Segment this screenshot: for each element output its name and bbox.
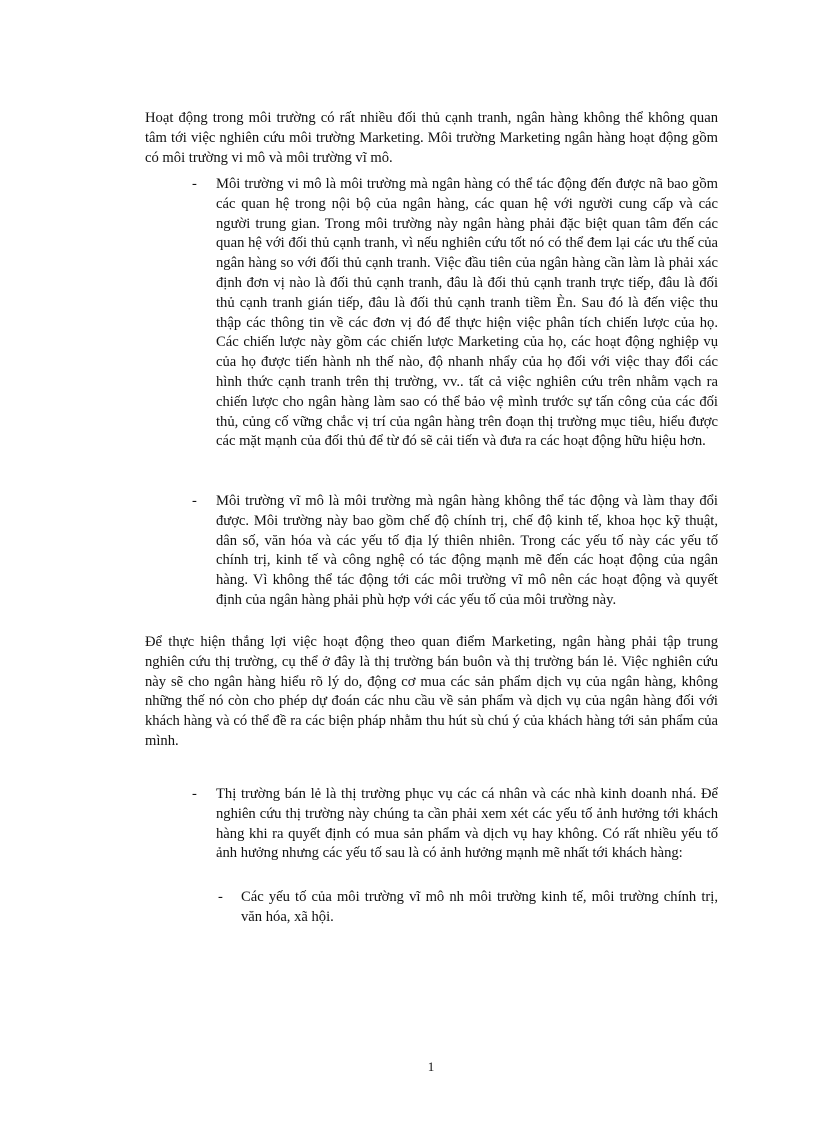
bullet-dash: -: [218, 889, 223, 905]
bullet-dash: -: [192, 786, 197, 802]
intro-paragraph: Hoạt động trong môi trường có rất nhiều đối thủ cạnh tranh, ngân hàng không thể không quan tâm tới việc nghiên cứu môi trường Marketing. Môi trường Marketing ngân hàng hoạt động gồm có môi trường vi mô và môi trường vĩ mô.: [145, 110, 718, 166]
sub-bullet-macro-factors: [218, 888, 718, 928]
page-number: 1: [427, 1059, 435, 1074]
bullet-macro-environment: [192, 492, 718, 611]
bullet-dash: -: [192, 176, 197, 192]
bullet-retail-market: [192, 785, 718, 864]
bullet-dash: -: [192, 493, 197, 509]
bullet-micro-environment: [192, 175, 718, 452]
bullet-text: Môi trường vi mô là môi trường mà ngân hàng có thể tác động đến được nã bao gồm các quan hệ trong nội bộ của ngân hàng, các quan hệ với người cung cấp và các người trung gian. Trong môi trường này ngân hàng phải đặc biệt quan tâm đến các quan hệ với đối thủ cạnh tranh, vì nếu nghiên cứu tốt nó có thể đem lại các ưu thế của ngân hàng so với đối thủ cạnh tranh. Việc đầu tiên của ngân hàng cần làm là phải xác định đơn vị nào là đối thủ cạnh tranh, đâu là đối thủ cạnh tranh trực tiếp, đâu là đối thủ cạnh tranh gián tiếp, đâu là đối thủ cạnh tranh tiềm Èn. Sau đó là đến việc thu thập các thông tin về các đơn vị đó để thực hiện việc phân tích chiến lược của họ. Các chiến lược này gồm các chiến lược Marketing của họ, các hoạt động nghiệp vụ của họ được tiến hành nh thế nào, độ nhanh nhẩy của họ đối với việc thay đổi các hình thức cạnh tranh trên thị trường, vv.. tất cả việc nghiên cứu trên nhằm vạch ra chiến lược cho ngân hàng làm sao có thể bảo vệ mình trước sự tấn công của các đối thủ, củng cố vững chắc vị trí của ngân hàng trên đoạn thị trường mục tiêu, hiểu được các mặt mạnh của đối thủ để từ đó sẽ cải tiến và đưa ra các hoạt động hữu hiệu hơn.: [216, 176, 718, 450]
bullet-text: Môi trường vĩ mô là môi trường mà ngân hàng không thể tác động và làm thay đổi được. Môi trường này bao gồm chế độ chính trị, chế độ kinh tế, khoa học kỹ thuật, dân số, văn hóa và các yếu tố địa lý thiên nhiên. Trong các yếu tố này các yếu tố chính trị, kinh tế và công nghệ có tác động mạnh mẽ đến các hoạt động của ngân hàng. Vì không thể tác động tới các môi trường vĩ mô nên các hoạt động và quyết định của ngân hàng phải phù hợp với các yếu tố của môi trường này.: [216, 493, 718, 608]
bullet-text: Các yếu tố của môi trường vĩ mô nh môi trường kinh tế, môi trường chính trị, văn hóa, xã hội.: [241, 889, 718, 925]
market-research-paragraph: Để thực hiện thắng lợi việc hoạt động theo quan điểm Marketing, ngân hàng phải tập trung nghiên cứu thị trường, cụ thể ở đây là thị trường bán buôn và thị trường bán lẻ. Việc nghiên cứu này sẽ cho ngân hàng hiểu rõ lý do, động cơ mua các sản phẩm dịch vụ của ngân hàng, không những thế nó còn cho phép dự đoán các nhu cầu về sản phẩm và dịch vụ của ngân hàng đối với khách hàng và có thể đề ra các biện pháp nhằm thu hút sù chú ý của khách hàng tới sản phẩm của mình.: [145, 634, 718, 749]
bullet-text: Thị trường bán lẻ là thị trường phục vụ các cá nhân và các nhà kinh doanh nhá. Để nghiên cứu thị trường này chúng ta cần phải xem xét các yếu tố ảnh hưởng tới khách hàng khi ra quyết định có mua sản phẩm và dịch vụ hay không. Có rất nhiều yếu tố ảnh hưởng nhưng các yếu tố sau là có ảnh hưởng mạnh mẽ nhất tới khách hàng:: [216, 786, 718, 862]
